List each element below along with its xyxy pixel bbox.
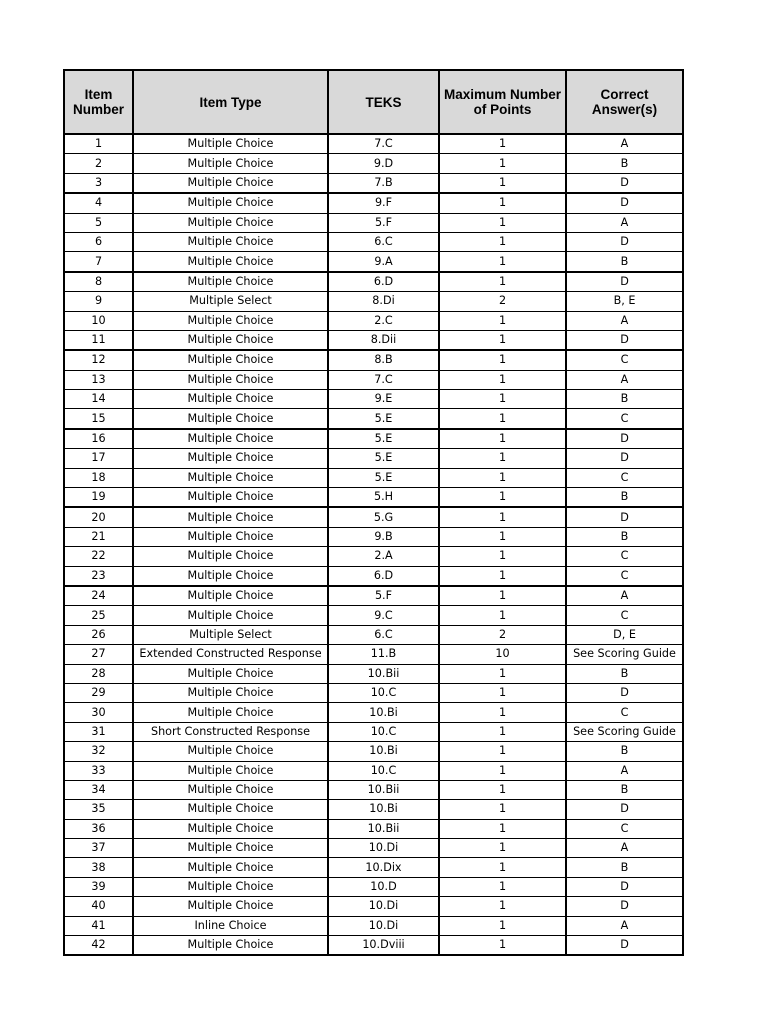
cell-correct-answer: A (566, 761, 683, 780)
cell-correct-answer: See Scoring Guide (566, 722, 683, 741)
cell-correct-answer: B (566, 527, 683, 546)
table-row (64, 761, 683, 780)
cell-item-number: 41 (64, 916, 133, 935)
cell-correct-answer: C (566, 468, 683, 487)
cell-teks: 5.E (328, 449, 439, 468)
cell-teks: 8.B (328, 350, 439, 370)
cell-item-number: 40 (64, 897, 133, 916)
cell-item-number: 13 (64, 370, 133, 389)
cell-correct-answer: C (566, 547, 683, 566)
cell-item-number: 36 (64, 819, 133, 838)
cell-teks: 9.C (328, 606, 439, 625)
cell-correct-answer: A (566, 370, 683, 389)
cell-item-type: Multiple Select (133, 292, 328, 311)
cell-item-number: 25 (64, 606, 133, 625)
cell-item-number: 4 (64, 193, 133, 213)
cell-max-points: 1 (439, 213, 566, 232)
table-row (64, 780, 683, 799)
cell-correct-answer: A (566, 916, 683, 935)
cell-item-type: Multiple Choice (133, 566, 328, 586)
cell-teks: 9.D (328, 154, 439, 173)
cell-item-number: 7 (64, 252, 133, 272)
cell-item-type: Multiple Choice (133, 742, 328, 761)
cell-teks: 5.E (328, 429, 439, 449)
cell-item-number: 20 (64, 507, 133, 527)
cell-item-type: Multiple Choice (133, 252, 328, 272)
cell-correct-answer: C (566, 409, 683, 429)
cell-teks: 2.C (328, 311, 439, 330)
header-max-points: Maximum Number of Points (439, 70, 566, 134)
cell-item-number: 27 (64, 645, 133, 664)
cell-item-number: 11 (64, 330, 133, 350)
cell-item-type: Multiple Choice (133, 390, 328, 409)
table-row (64, 547, 683, 566)
cell-item-number: 32 (64, 742, 133, 761)
cell-item-type: Multiple Choice (133, 350, 328, 370)
table-row (64, 311, 683, 330)
cell-correct-answer: D (566, 429, 683, 449)
cell-item-number: 22 (64, 547, 133, 566)
cell-teks: 10.Bii (328, 664, 439, 683)
cell-item-type: Multiple Choice (133, 173, 328, 193)
table-row (64, 134, 683, 154)
cell-correct-answer: B (566, 780, 683, 799)
cell-teks: 10.Dviii (328, 936, 439, 956)
cell-correct-answer: D (566, 232, 683, 251)
cell-correct-answer: A (566, 586, 683, 606)
cell-teks: 10.Bi (328, 742, 439, 761)
cell-teks: 6.C (328, 232, 439, 251)
cell-item-number: 21 (64, 527, 133, 546)
cell-teks: 10.Di (328, 897, 439, 916)
cell-teks: 5.F (328, 586, 439, 606)
cell-teks: 5.H (328, 488, 439, 508)
table-header (64, 70, 683, 134)
cell-item-type: Multiple Choice (133, 703, 328, 722)
cell-teks: 7.B (328, 173, 439, 193)
cell-teks: 10.Di (328, 839, 439, 858)
cell-item-type: Multiple Choice (133, 134, 328, 154)
cell-correct-answer: D (566, 800, 683, 819)
cell-correct-answer: B (566, 488, 683, 508)
cell-correct-answer: D (566, 897, 683, 916)
cell-item-type: Multiple Choice (133, 547, 328, 566)
cell-item-number: 18 (64, 468, 133, 487)
cell-max-points: 1 (439, 173, 566, 193)
cell-max-points: 1 (439, 449, 566, 468)
cell-item-type: Multiple Choice (133, 800, 328, 819)
cell-correct-answer: D, E (566, 625, 683, 644)
cell-teks: 10.Bi (328, 800, 439, 819)
table-row (64, 449, 683, 468)
table-row (64, 409, 683, 429)
cell-teks: 10.Bii (328, 780, 439, 799)
table-row (64, 252, 683, 272)
cell-max-points: 1 (439, 839, 566, 858)
cell-teks: 10.Di (328, 916, 439, 935)
cell-correct-answer: C (566, 566, 683, 586)
cell-item-type: Multiple Choice (133, 370, 328, 389)
cell-item-type: Multiple Choice (133, 819, 328, 838)
cell-item-number: 6 (64, 232, 133, 251)
cell-item-number: 33 (64, 761, 133, 780)
cell-max-points: 1 (439, 507, 566, 527)
cell-item-number: 26 (64, 625, 133, 644)
table-row (64, 488, 683, 508)
cell-max-points: 1 (439, 252, 566, 272)
cell-teks: 10.C (328, 761, 439, 780)
cell-teks: 6.D (328, 566, 439, 586)
cell-max-points: 1 (439, 429, 566, 449)
table-row (64, 154, 683, 173)
cell-item-number: 29 (64, 683, 133, 702)
cell-item-number: 10 (64, 311, 133, 330)
cell-teks: 6.D (328, 272, 439, 292)
cell-max-points: 1 (439, 350, 566, 370)
table-row (64, 429, 683, 449)
cell-item-type: Multiple Choice (133, 193, 328, 213)
table-row (64, 232, 683, 251)
table-row (64, 625, 683, 644)
cell-item-type: Multiple Choice (133, 839, 328, 858)
cell-correct-answer: A (566, 839, 683, 858)
cell-correct-answer: B (566, 154, 683, 173)
table-row (64, 897, 683, 916)
header-row (64, 70, 683, 134)
table-row (64, 742, 683, 761)
table-row (64, 370, 683, 389)
cell-item-number: 19 (64, 488, 133, 508)
cell-teks: 7.C (328, 370, 439, 389)
cell-item-number: 9 (64, 292, 133, 311)
table-row (64, 703, 683, 722)
cell-item-type: Multiple Choice (133, 311, 328, 330)
cell-max-points: 1 (439, 586, 566, 606)
cell-max-points: 1 (439, 311, 566, 330)
table-row (64, 272, 683, 292)
cell-correct-answer: D (566, 272, 683, 292)
cell-item-number: 37 (64, 839, 133, 858)
cell-max-points: 1 (439, 780, 566, 799)
cell-item-type: Multiple Choice (133, 858, 328, 877)
cell-correct-answer: D (566, 193, 683, 213)
answer-key-table (63, 69, 684, 956)
cell-teks: 5.F (328, 213, 439, 232)
cell-item-type: Multiple Choice (133, 683, 328, 702)
cell-max-points: 1 (439, 330, 566, 350)
cell-item-type: Multiple Choice (133, 409, 328, 429)
cell-max-points: 1 (439, 566, 566, 586)
cell-item-number: 39 (64, 877, 133, 896)
header-correct-answers: Correct Answer(s) (566, 70, 683, 134)
cell-item-type: Multiple Choice (133, 897, 328, 916)
cell-correct-answer: D (566, 330, 683, 350)
cell-max-points: 1 (439, 134, 566, 154)
cell-teks: 10.C (328, 722, 439, 741)
cell-item-type: Multiple Choice (133, 232, 328, 251)
cell-item-type: Multiple Choice (133, 154, 328, 173)
cell-max-points: 1 (439, 703, 566, 722)
cell-correct-answer: D (566, 936, 683, 956)
cell-item-number: 16 (64, 429, 133, 449)
cell-teks: 5.E (328, 468, 439, 487)
cell-item-type: Multiple Choice (133, 936, 328, 956)
cell-correct-answer: B (566, 664, 683, 683)
cell-correct-answer: A (566, 213, 683, 232)
cell-teks: 6.C (328, 625, 439, 644)
cell-max-points: 1 (439, 232, 566, 251)
cell-correct-answer: B (566, 742, 683, 761)
table-row (64, 819, 683, 838)
cell-item-number: 35 (64, 800, 133, 819)
cell-item-type: Multiple Select (133, 625, 328, 644)
cell-correct-answer: D (566, 683, 683, 702)
cell-teks: 10.Bii (328, 819, 439, 838)
cell-item-type: Multiple Choice (133, 449, 328, 468)
table-row (64, 193, 683, 213)
cell-teks: 10.C (328, 683, 439, 702)
cell-correct-answer: B (566, 252, 683, 272)
cell-max-points: 1 (439, 193, 566, 213)
cell-max-points: 1 (439, 936, 566, 956)
cell-item-number: 3 (64, 173, 133, 193)
cell-teks: 8.Di (328, 292, 439, 311)
cell-item-type: Multiple Choice (133, 761, 328, 780)
cell-max-points: 10 (439, 645, 566, 664)
cell-item-number: 1 (64, 134, 133, 154)
table-row (64, 173, 683, 193)
table-row (64, 858, 683, 877)
cell-max-points: 1 (439, 664, 566, 683)
cell-item-number: 30 (64, 703, 133, 722)
cell-teks: 8.Dii (328, 330, 439, 350)
cell-item-number: 15 (64, 409, 133, 429)
header-item-type: Item Type (133, 70, 328, 134)
table-row (64, 645, 683, 664)
cell-max-points: 1 (439, 897, 566, 916)
cell-max-points: 1 (439, 683, 566, 702)
table-row (64, 566, 683, 586)
table-row (64, 330, 683, 350)
table-row (64, 664, 683, 683)
cell-item-type: Multiple Choice (133, 877, 328, 896)
table-row (64, 722, 683, 741)
cell-item-type: Multiple Choice (133, 664, 328, 683)
cell-item-number: 12 (64, 350, 133, 370)
cell-teks: 9.B (328, 527, 439, 546)
table-row (64, 916, 683, 935)
cell-correct-answer: A (566, 311, 683, 330)
cell-item-type: Multiple Choice (133, 586, 328, 606)
table-row (64, 800, 683, 819)
table-row (64, 606, 683, 625)
table-row (64, 527, 683, 546)
cell-item-number: 17 (64, 449, 133, 468)
answer-key-sheet (63, 69, 684, 956)
header-teks: TEKS (328, 70, 439, 134)
cell-item-number: 42 (64, 936, 133, 956)
cell-max-points: 1 (439, 858, 566, 877)
cell-max-points: 1 (439, 370, 566, 389)
cell-teks: 5.G (328, 507, 439, 527)
cell-correct-answer: D (566, 507, 683, 527)
cell-correct-answer: B (566, 390, 683, 409)
cell-item-type: Multiple Choice (133, 330, 328, 350)
cell-item-number: 34 (64, 780, 133, 799)
cell-correct-answer: B (566, 858, 683, 877)
cell-item-type: Multiple Choice (133, 429, 328, 449)
cell-max-points: 1 (439, 877, 566, 896)
cell-correct-answer: D (566, 173, 683, 193)
cell-item-number: 28 (64, 664, 133, 683)
table-row (64, 936, 683, 956)
cell-item-number: 8 (64, 272, 133, 292)
table-row (64, 586, 683, 606)
table-row (64, 350, 683, 370)
cell-item-number: 23 (64, 566, 133, 586)
cell-correct-answer: D (566, 877, 683, 896)
cell-teks: 9.F (328, 193, 439, 213)
cell-max-points: 1 (439, 819, 566, 838)
cell-correct-answer: See Scoring Guide (566, 645, 683, 664)
cell-item-number: 38 (64, 858, 133, 877)
cell-teks: 9.A (328, 252, 439, 272)
table-row (64, 213, 683, 232)
cell-correct-answer: C (566, 350, 683, 370)
cell-teks: 2.A (328, 547, 439, 566)
cell-max-points: 1 (439, 547, 566, 566)
cell-max-points: 1 (439, 390, 566, 409)
cell-item-type: Multiple Choice (133, 780, 328, 799)
table-row (64, 683, 683, 702)
table-body (64, 134, 683, 955)
table-row (64, 390, 683, 409)
cell-max-points: 1 (439, 606, 566, 625)
cell-teks: 10.Dix (328, 858, 439, 877)
cell-max-points: 1 (439, 409, 566, 429)
table-row (64, 877, 683, 896)
cell-item-type: Multiple Choice (133, 507, 328, 527)
cell-teks: 5.E (328, 409, 439, 429)
cell-item-type: Multiple Choice (133, 272, 328, 292)
cell-teks: 11.B (328, 645, 439, 664)
cell-item-number: 5 (64, 213, 133, 232)
cell-correct-answer: B, E (566, 292, 683, 311)
cell-teks: 10.Bi (328, 703, 439, 722)
cell-teks: 7.C (328, 134, 439, 154)
cell-max-points: 2 (439, 625, 566, 644)
table-row (64, 468, 683, 487)
cell-item-number: 14 (64, 390, 133, 409)
table-row (64, 292, 683, 311)
cell-max-points: 1 (439, 722, 566, 741)
cell-correct-answer: C (566, 819, 683, 838)
cell-correct-answer: D (566, 449, 683, 468)
cell-max-points: 2 (439, 292, 566, 311)
cell-item-number: 24 (64, 586, 133, 606)
header-item-number: Item Number (64, 70, 133, 134)
cell-item-type: Short Constructed Response (133, 722, 328, 741)
cell-item-type: Extended Constructed Response (133, 645, 328, 664)
cell-max-points: 1 (439, 154, 566, 173)
cell-max-points: 1 (439, 272, 566, 292)
cell-item-type: Multiple Choice (133, 606, 328, 625)
cell-max-points: 1 (439, 761, 566, 780)
cell-correct-answer: C (566, 606, 683, 625)
table-row (64, 839, 683, 858)
cell-correct-answer: C (566, 703, 683, 722)
cell-item-type: Inline Choice (133, 916, 328, 935)
cell-item-number: 31 (64, 722, 133, 741)
cell-item-type: Multiple Choice (133, 527, 328, 546)
cell-max-points: 1 (439, 488, 566, 508)
cell-teks: 9.E (328, 390, 439, 409)
cell-item-number: 2 (64, 154, 133, 173)
cell-max-points: 1 (439, 800, 566, 819)
cell-item-type: Multiple Choice (133, 468, 328, 487)
cell-teks: 10.D (328, 877, 439, 896)
table-row (64, 507, 683, 527)
cell-max-points: 1 (439, 468, 566, 487)
cell-max-points: 1 (439, 916, 566, 935)
cell-max-points: 1 (439, 742, 566, 761)
cell-max-points: 1 (439, 527, 566, 546)
cell-correct-answer: A (566, 134, 683, 154)
cell-item-type: Multiple Choice (133, 488, 328, 508)
cell-item-type: Multiple Choice (133, 213, 328, 232)
